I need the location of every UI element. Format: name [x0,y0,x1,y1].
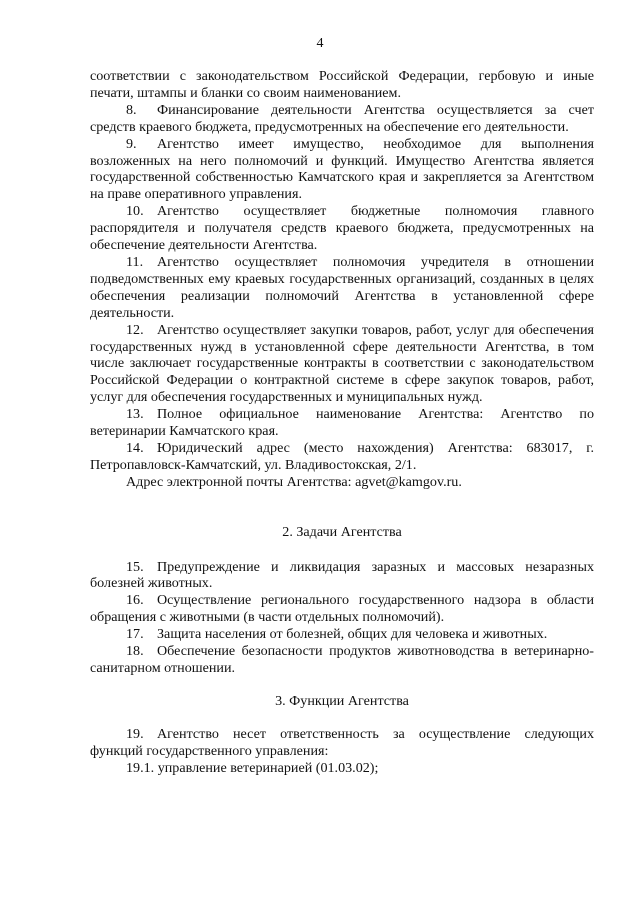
paragraph [90,626,594,643]
paragraph [90,136,594,204]
section-3-paragraphs [90,726,594,777]
paragraph-number: 14. [126,439,144,456]
paragraph-number: 18. [126,643,144,660]
paragraph [90,726,594,760]
document-body [90,68,594,777]
paragraph-text: Агентство осуществляет полномочия учредителя в отношении подведомственных ему краевых государственных организаций, созданных в целях обеспечения реализации полномочий Агентства в установленной сфере деятельности. [90,253,594,321]
paragraph-number: 16. [126,592,144,609]
paragraph-text: Адрес электронной почты Агентства: agvet@kamgov.ru. [126,473,462,490]
paragraph-number: 10. [126,203,144,220]
paragraph-number: 11. [126,253,144,270]
section-2-heading: 2. Задачи Агентства [282,523,402,540]
paragraph-text: Агентство осуществляет бюджетные полномочия главного распорядителя и получателя средств краевого бюджета, предусмотренных на обеспечение деятельности Агентства. [90,203,594,254]
paragraph-text: соответствии с законодательством Российской Федерации, гербовую и иные печати, штампы и бланки со своим наименованием. [90,68,594,101]
paragraph-number: 8. [126,101,137,118]
paragraph [90,643,594,677]
paragraph-number: 15. [126,558,144,575]
paragraph-number: 9. [126,135,137,152]
paragraph-number: 17. [126,626,144,643]
paragraph [90,68,594,102]
paragraph-text: Агентство осуществляет закупки товаров, работ, услуг для обеспечения государственных нужд в установленной сфере деятельности Агентства, в том числе заключает государственные контракты в соответствии с законодательством Российской Федерации о контрактной системе в сфере закупок товаров, работ, услуг для обеспечения государственных и муниципальных нужд. [90,321,594,406]
paragraph [90,102,594,136]
paragraph [90,440,594,474]
section-3-heading: 3. Функции Агентства [275,692,409,709]
paragraph-number: 13. [126,406,144,423]
paragraph [90,406,594,440]
paragraph [90,203,594,254]
paragraph-text: Агентство несет ответственность за осуществление следующих функций государственного управления: [90,725,594,759]
paragraph-text: Обеспечение безопасности продуктов животноводства в ветеринарно-санитарном отношении. [90,643,594,676]
paragraph [90,322,594,407]
paragraph [90,474,594,491]
paragraph-text: Предупреждение и ликвидация заразных и массовых незаразных болезней животных. [90,558,594,592]
paragraph-text: Осуществление регионального государственного надзора в области обращения с животными (в части отдельных полномочий). [90,592,594,626]
page-number: 4 [316,36,324,51]
paragraph-text: Юридический адрес (место нахождения) Агентства: 683017, г. Петропавловск-Камчатский, ул. Владивостокская, 2/1. [90,439,594,473]
paragraph [90,760,594,777]
section-2-paragraphs [90,559,594,677]
paragraph-number: 12. [126,321,144,338]
paragraph [90,559,594,593]
paragraph [90,592,594,626]
paragraph-text: Агентство имеет имущество, необходимое для выполнения возложенных на него полномочий и функций. Имущество Агентства является государственной собственностью Камчатского края и закрепляется за Агентством на праве оперативного управления. [90,135,594,203]
paragraph [90,254,594,322]
paragraph-text: Финансирование деятельности Агентства осуществляется за счет средств краевого бюджета, предусмотренных на обеспечение его деятельности. [90,101,594,135]
paragraph-text: Защита населения от болезней, общих для человека и животных. [157,626,548,643]
paragraph-text: Полное официальное наименование Агентства: Агентство по ветеринарии Камчатского края. [90,406,594,440]
paragraph-number: 19. [126,725,144,742]
paragraphs-top [90,68,594,491]
paragraph-text: 19.1. управление ветеринарией (01.03.02); [126,759,379,776]
